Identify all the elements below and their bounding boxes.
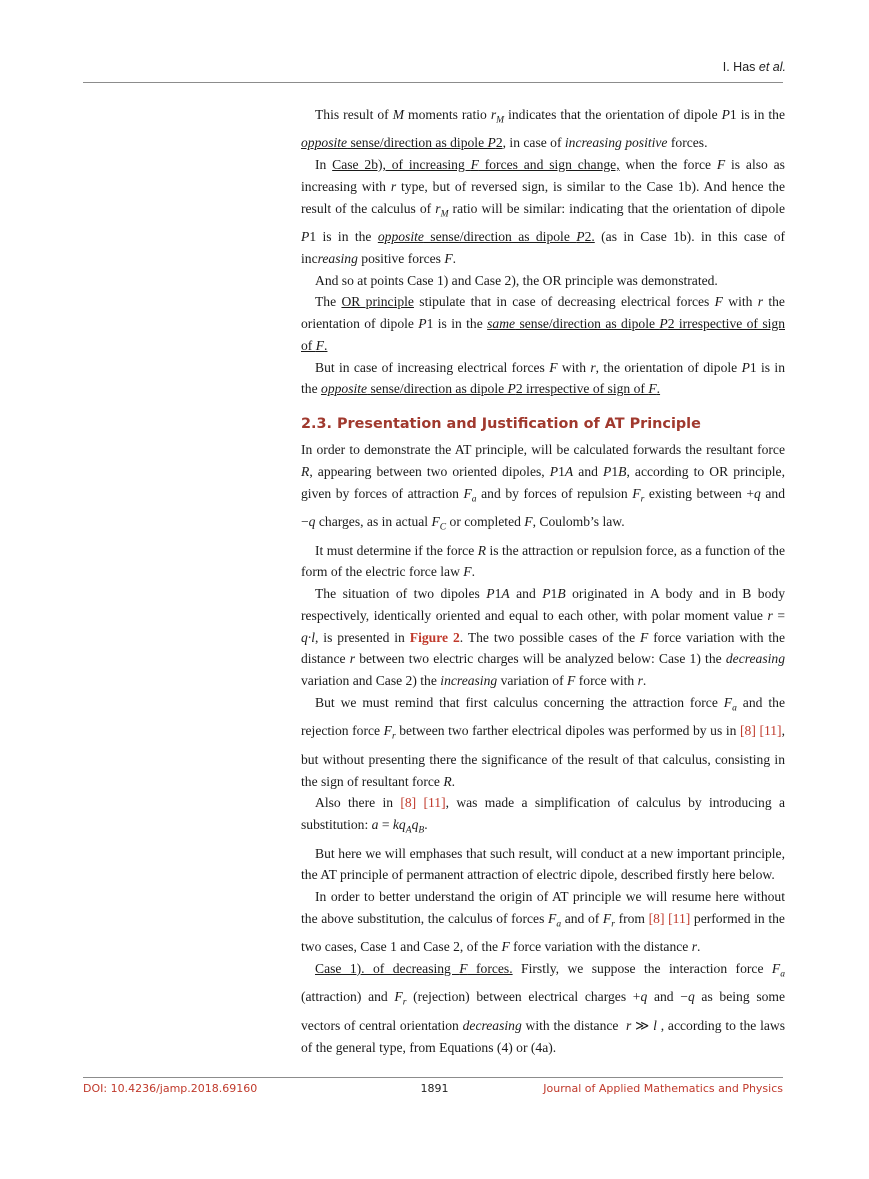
paragraph: In order to better understand the origin of AT principle we will resume here without the above substitution, the calculus of forces $F_a$ and of $F_r$ from [8] [11] performed in the two cases, Case 1 and Case 2, of the F force variation with the distance r. [301, 889, 785, 955]
paragraph: But we must remind that first calculus concerning the attraction force $F_a$ and the rejection force $F_r$ between two farther electrical dipoles was performed by us in [8] [11], but without presenting there the significance of the result of that calculus, consisting in the sign of resultant force R. [301, 694, 785, 789]
author-etal: et al. [758, 60, 786, 74]
paragraph: It must determine if the force R is the attraction or repulsion force, as a function of the form of the electric force law F. [301, 542, 785, 580]
paragraph: But here we will emphases that such result, will conduct at a new important principle, the AT principle of permanent attraction of electric dipole, described firstly here below. [301, 845, 785, 883]
footer-doi[interactable]: DOI: 10.4236/jamp.2018.69160 [83, 1082, 258, 1095]
citation-link[interactable]: [11] [759, 723, 782, 739]
header-rule [83, 82, 783, 83]
paragraph: In Case 2b), of increasing F forces and sign change, when the force F is also as increasing with r type, but of reversed sign, is similar to the Case 1b). And hence the result of the calculus of $r_M$ ratio will be similar: indicating that the orientation of dipole P1 is in the opposite sense/direction as dipole P2. (as in Case 1b). in this case of increasing positive forces F. [301, 157, 786, 266]
paragraph: The situation of two dipoles P1A and P1B originated in A body and in B body respectively, identically oriented and equal to each other, with polar moment value r = q·l, is presented in Figure 2. The two possible cases of the F force variation with the distance r between two electric charges will be analyzed below: Case 1) the decreasing variation and Case 2) the increasing variation of F force with r. [301, 586, 786, 689]
citation-link[interactable]: [8] [740, 723, 756, 739]
paragraph: Also there in [8] [11], was made a simplification of calculus by introducing a substitution: $a = kq_Aq_B$. [301, 795, 785, 836]
citation-link[interactable]: [11] [668, 910, 691, 926]
citation-link[interactable]: [8] [400, 795, 417, 811]
paragraph: This result of M moments ratio $r_M$ indicates that the orientation of dipole P1 is in the opposite sense/direction as dipole P2, in case of increasing positive forces. [301, 107, 785, 151]
paragraph: But in case of increasing electrical forces F with r, the orientation of dipole P1 is in the opposite sense/direction as dipole P2 irrespective of sign of F. [301, 359, 785, 397]
paragraph: The OR principle stipulate that in case of decreasing electrical forces F with r the orientation of dipole P1 is in the same sense/direction as dipole P2 irrespective of sign of F. [301, 294, 785, 353]
body-text [301, 104, 785, 1058]
figure-reference[interactable]: Figure 2 [409, 629, 460, 645]
author-name: I. Has [722, 60, 759, 74]
citation-link[interactable]: [8] [648, 910, 665, 926]
page-number: 1891 [420, 1082, 449, 1095]
paragraph: Case 1). of decreasing F forces. Firstly, we suppose the interaction force $F_a$ (attraction) and $F_r$ (rejection) between electrical charges +q and −q as being some vectors of central orientation decreasing with the distance r ≫ l , according to the laws of the general type, from Equations (4) or (4a). [301, 961, 786, 1055]
running-header-author [723, 60, 786, 74]
section-heading: 2.3. Presentation and Justification of AT Principle [301, 416, 701, 433]
paragraph: And so at points Case 1) and Case 2), the OR principle was demonstrated. [315, 272, 718, 288]
footer-rule [83, 1077, 783, 1078]
journal-name[interactable]: Journal of Applied Mathematics and Physics [543, 1082, 783, 1095]
citation-link[interactable]: [11] [423, 795, 446, 811]
paragraph: In order to demonstrate the AT principle, will be calculated forwards the resultant force R, appearing between two oriented dipoles, P1A and P1B, according to OR principle, given by forces of attraction $F_a$ and by forces of repulsion $F_r$ existing between +q and −q charges, as in actual $F_C$ or completed F, Coulomb’s law. [301, 442, 786, 533]
